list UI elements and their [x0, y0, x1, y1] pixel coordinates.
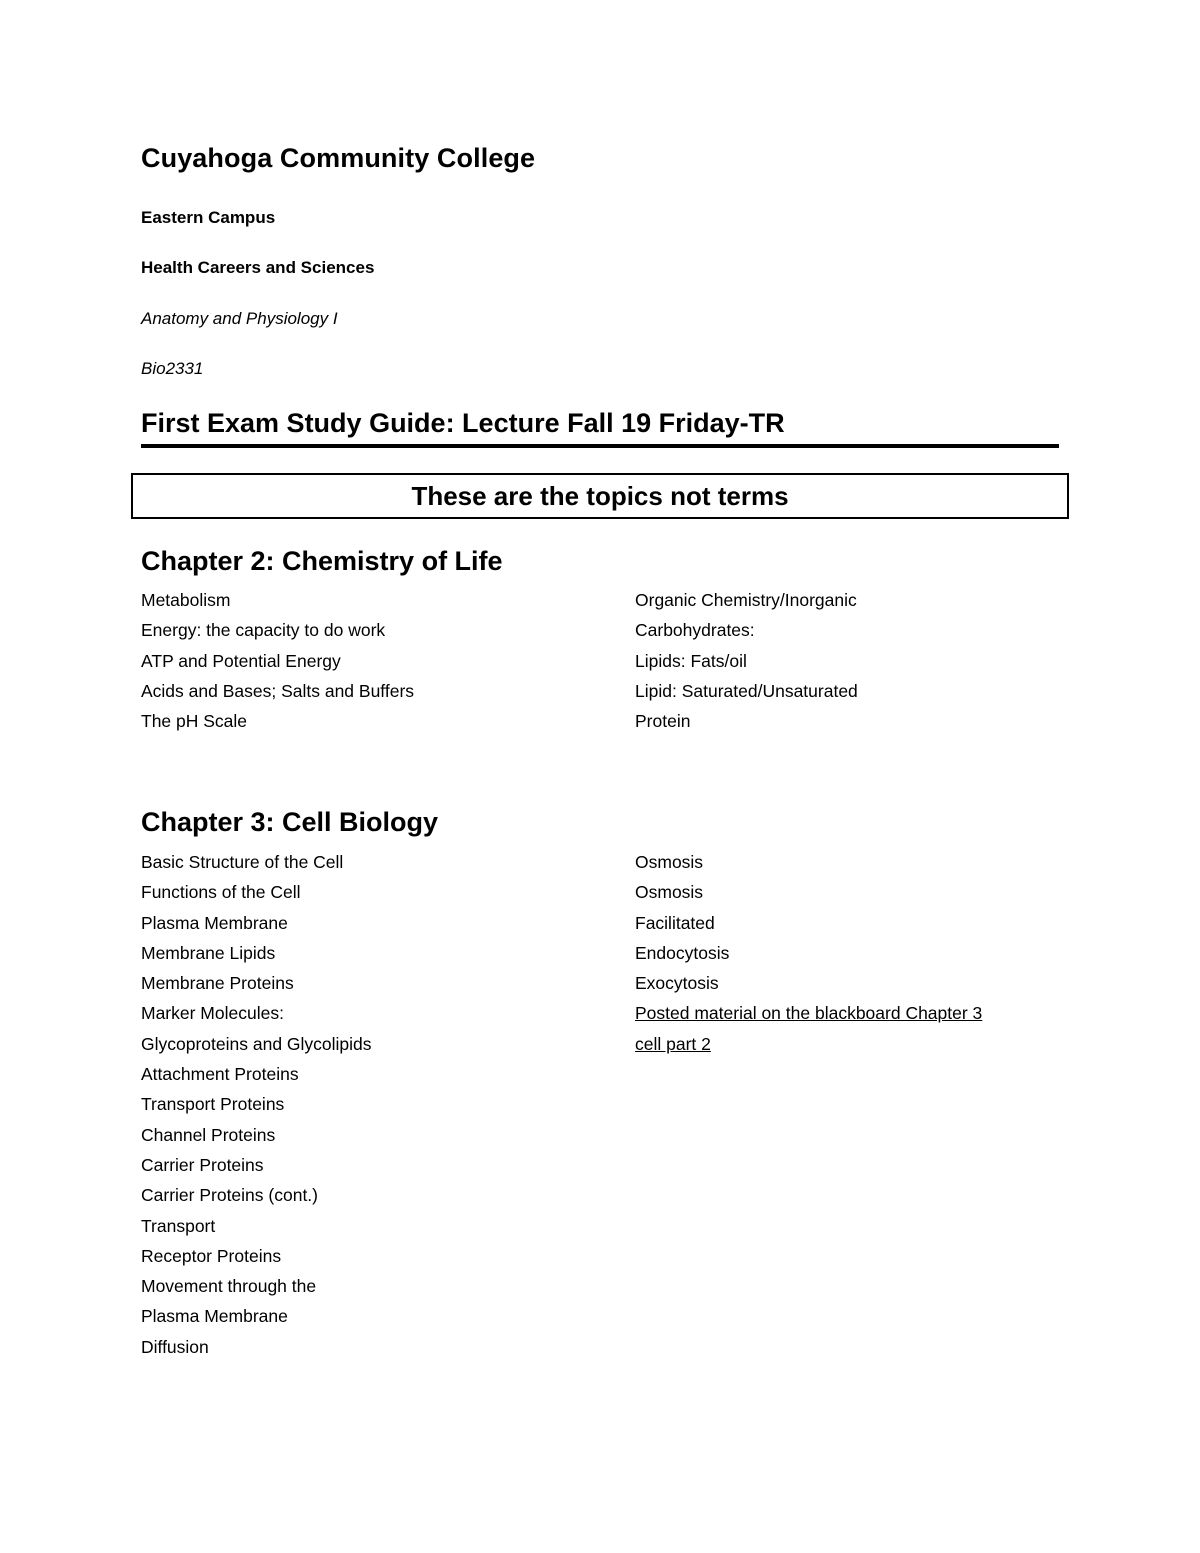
topic-item: Marker Molecules: — [141, 1003, 284, 1024]
topic-item: Exocytosis — [635, 973, 719, 994]
chapter3-topics-left — [141, 847, 372, 1362]
topic-item: Receptor Proteins — [141, 1245, 282, 1266]
course-name: Anatomy and Physiology I — [141, 309, 338, 328]
topic-item: Movement through the — [141, 1276, 317, 1297]
chapter2-heading: Chapter 2: Chemistry of Life — [141, 546, 503, 576]
topic-item: Osmosis — [635, 882, 704, 903]
link-line[interactable]: Posted material on the blackboard Chapter 3 — [635, 1003, 983, 1024]
topic-item: Carrier Proteins (cont.) — [141, 1185, 318, 1206]
blackboard-material-link[interactable] — [635, 998, 982, 1059]
chapter2-topics-right — [635, 585, 858, 736]
topic-item: Plasma Membrane — [141, 1306, 288, 1327]
topic-item: Diffusion — [141, 1336, 209, 1357]
topic-item: Endocytosis — [635, 942, 730, 963]
topic-item: Lipid: Saturated/Unsaturated — [635, 680, 858, 701]
topic-item: Facilitated — [635, 912, 715, 933]
link-line[interactable]: cell part 2 — [635, 1033, 711, 1054]
title-underline-rule — [141, 444, 1059, 448]
chapter3-heading: Chapter 3: Cell Biology — [141, 807, 439, 837]
topic-item: Osmosis — [635, 852, 704, 872]
topic-item: Channel Proteins — [141, 1124, 276, 1145]
chapter3-topics-right — [635, 847, 982, 1059]
department-name: Health Careers and Sciences — [141, 258, 375, 277]
college-name: Cuyahoga Community College — [141, 143, 536, 173]
topic-item: Membrane Lipids — [141, 942, 276, 963]
topic-item: Carbohydrates: — [635, 620, 755, 641]
notice-box — [131, 473, 1069, 519]
topic-item: Transport — [141, 1215, 216, 1236]
topic-item: Energy: the capacity to do work — [141, 620, 386, 641]
topic-item: Protein — [635, 711, 691, 732]
topic-item: Acids and Bases; Salts and Buffers — [141, 680, 415, 701]
topic-item: Functions of the Cell — [141, 882, 301, 903]
topic-item: Lipids: Fats/oil — [635, 650, 747, 671]
study-guide-title: First Exam Study Guide: Lecture Fall 19 Friday-TR — [141, 408, 785, 438]
topic-item: Glycoproteins and Glycolipids — [141, 1033, 372, 1054]
chapter2-topics-left — [141, 585, 414, 736]
course-code: Bio2331 — [141, 359, 204, 378]
topic-item: Carrier Proteins — [141, 1154, 264, 1175]
topic-item: ATP and Potential Energy — [141, 650, 341, 671]
topic-item: Basic Structure of the Cell — [141, 852, 344, 872]
topic-item: Organic Chemistry/Inorganic — [635, 590, 857, 610]
topic-item: Plasma Membrane — [141, 912, 288, 933]
topic-item: Membrane Proteins — [141, 973, 294, 994]
notice-text: These are the topics not terms — [411, 480, 789, 511]
topic-item: The pH Scale — [141, 711, 248, 732]
topic-item: Transport Proteins — [141, 1094, 285, 1115]
campus-name: Eastern Campus — [141, 208, 276, 227]
topic-item: Attachment Proteins — [141, 1064, 299, 1085]
topic-item: Metabolism — [141, 590, 231, 610]
